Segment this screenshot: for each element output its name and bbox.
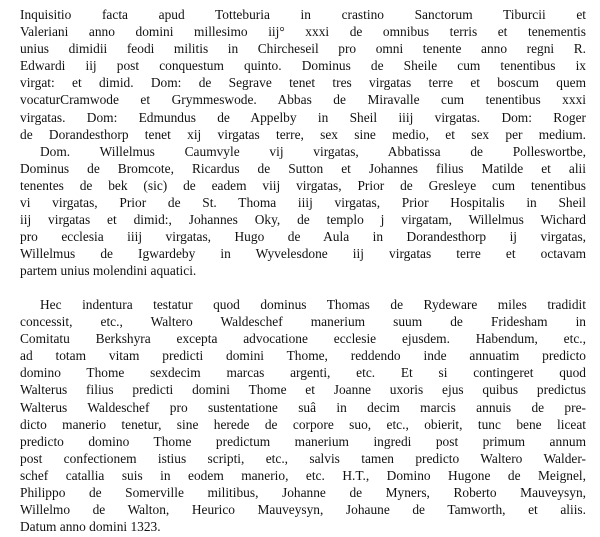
- text-line: Inquisitio facta apud Totteburia in crastino Sanctorum Tiburcii et: [20, 7, 586, 22]
- text-line: Willelmus de Igwardeby in Wyvelesdone iij virgatas terre et octavam: [20, 246, 586, 262]
- text-line: domino Thome sexdecim marcas argenti, etc. Et si contingeret quod: [20, 365, 586, 381]
- text-line: Philippo de Somerville militibus, Johanne de Myners, Roberto Mauveysyn,: [20, 485, 586, 501]
- text-line: vi virgatas, Prior de St. Thoma iiij virgatas, Prior Hospitalis in Sheil: [20, 195, 586, 211]
- text-line: predicto domino Thome predictum manerium ingredi post primum annum: [20, 433, 586, 449]
- text-line: virgat: et dimid. Dom: de Segrave tenet tres virgatas terre et boscum quem: [20, 75, 586, 91]
- text-line: concessit, etc., Waltero Waldeschef manerium suum de Fridesham in: [20, 314, 586, 330]
- text-line: schef catallia suis in eodem manerio, etc. H.T., Domino Hugone de Meignel,: [20, 467, 586, 483]
- text-line: Walterus Waldeschef pro sustentatione suâ in decim marcis annuis de pre-: [20, 399, 586, 415]
- text-line: Edwardi iij post conquestum quinto. Dominus de Sheile cum tenentibus ix: [20, 58, 586, 74]
- text-line: pro ecclesia iiij virgatas, Hugo de Aula in Dorandesthorp ij virgatas,: [20, 229, 586, 245]
- text-line: de Dorandesthorp tenet xij virgatas terre, sex sine medio, et sex per medium.: [20, 126, 586, 142]
- text-line: iij virgatas et dimid:, Johannes Oky, de templo j virgatam, Willelmus Wichard: [20, 212, 586, 228]
- text-line: partem unius molendini aquatici.: [20, 263, 197, 279]
- text-line: Willelmo de Walton, Heurico Mauveysyn, Johaune de Tamworth, et aliis.: [20, 502, 586, 518]
- text-line: unius dimidii feodi militis in Chircheseil pro omni tenente anno regni R.: [20, 41, 586, 57]
- text-line: vocaturCramwode et Grymmeswode. Abbas de Miravalle cum tenentibus xxxi: [20, 92, 586, 108]
- text-line: Walterus filius predicti domini Thome et Joanne uxoris ejus quibus predictus: [20, 382, 586, 398]
- text-line: Hec indentura testatur quod dominus Thomas de Rydeware miles tradidit: [40, 297, 586, 312]
- text-line: Valeriani anno domini millesimo iij° xxxi de omnibus terris et tenementis: [20, 24, 586, 40]
- paragraph-inquisitio: [20, 6, 586, 280]
- text-line: ad totam vitam predicti domini Thome, reddendo inde annuatim predicto: [20, 348, 586, 364]
- text-line: post confectionem istius scripti, etc., salvis tamen predicto Waltero Walder-: [20, 450, 586, 466]
- text-line: Datum anno domini 1323.: [20, 519, 161, 535]
- text-line: virgatas. Dom: Edmundus de Appelby in Sheil iiij virgatas. Dom: Roger: [20, 109, 586, 125]
- paragraph-indentura: [20, 296, 586, 535]
- text-line: dicto manerio tenetur, sine herede de corpore suo, etc., obierit, tunc bene liceat: [20, 416, 586, 432]
- text-line: tenentes de bek (sic) de eadem viij virgatas, Prior de Gresleye cum tenentibus: [20, 177, 586, 193]
- text-line: Dom. Willelmus Caumvyle vij virgatas, Abbatissa de Polleswortbe,: [40, 143, 586, 159]
- text-line: Dominus de Bromcote, Ricardus de Sutton et Johannes filius Matilde et alii: [20, 160, 586, 176]
- text-line: Comitatu Berkshyra excepta advocatione ecclesie ejusdem. Habendum, etc.,: [20, 331, 586, 347]
